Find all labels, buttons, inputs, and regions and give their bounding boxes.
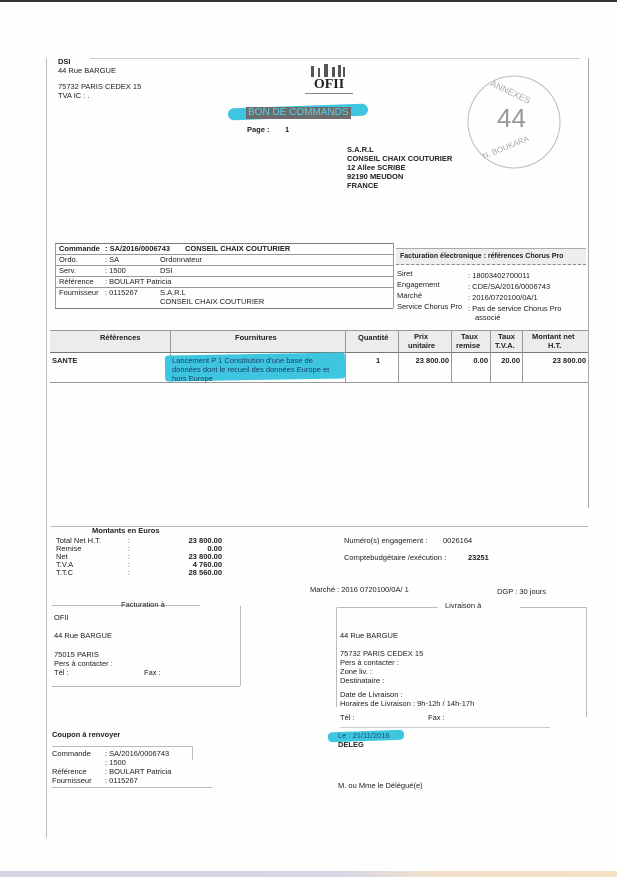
facturation-contact: Pers à contacter :: [54, 659, 113, 668]
col-quantite: Quantité: [358, 333, 389, 342]
recipient-line5: FRANCE: [347, 181, 379, 190]
livraison-horaires: Horaires de Livraison : 9h-12h / 14h-17h: [340, 699, 475, 708]
col-remise-2: remise: [456, 341, 481, 350]
facturation-bottom-line: [52, 686, 240, 687]
compte-label: Comptebudgétaire /exécution :: [344, 553, 447, 562]
livraison-bottom-line: [340, 727, 550, 728]
sender-line1: DSI: [58, 57, 71, 66]
col-montant-1: Montant net: [532, 332, 575, 341]
totals-value: 0.00: [207, 544, 222, 553]
coupon-right-line: [192, 746, 193, 760]
row-description-2: données dont le recueil des données Europe et: [172, 365, 330, 374]
chorus-service-value1: : Pas de service Chorus Pro: [468, 304, 562, 313]
totals-label: Net: [56, 552, 68, 561]
chorus-eng-label: Engagement: [397, 280, 440, 289]
page-label: Page :: [247, 125, 270, 134]
right-border: [588, 58, 589, 508]
order-ref-label: Référence: [59, 277, 94, 286]
coupon-top-line: [52, 746, 192, 747]
totals-sep: :: [128, 552, 131, 561]
livraison-right-line: [586, 607, 587, 717]
col-prix-1: Prix: [414, 332, 429, 341]
coupon-fourn-label: Fournisseur: [52, 776, 92, 785]
livraison-addr2: 75732 PARIS CEDEX 15: [340, 649, 424, 658]
order-fourn-value: : 0115267: [105, 288, 138, 297]
coupon-ref-value: : BOULART Patricia: [105, 767, 172, 776]
row-net-amount: 23 800.00: [552, 356, 586, 365]
totals-sep: :: [128, 560, 131, 569]
chorus-header: Facturation électronique : références Chorus Pro: [400, 253, 564, 260]
stamp-top-text: ANNEXES: [488, 78, 533, 106]
col-fournitures: Fournitures: [235, 333, 277, 342]
row-quantity: 1: [376, 356, 381, 365]
scan-top-edge: [0, 0, 617, 2]
order-divider: [55, 308, 393, 309]
signature-date: Le : 21/11/2016: [338, 731, 390, 740]
order-ordo-name: Ordonnateur: [160, 255, 203, 264]
livraison-tel: Tél :: [340, 713, 355, 722]
row-vat-rate: 20.00: [501, 356, 520, 365]
recipient-line4: 92190 MEUDON: [347, 172, 404, 181]
table-top-line: [50, 330, 588, 331]
order-serv-value: : 1500: [105, 266, 126, 275]
totals-value: 23 800.00: [188, 536, 222, 545]
signature-deleg: DELEG: [338, 740, 364, 749]
compte-value: 23251: [468, 553, 489, 562]
col-references: Références: [100, 333, 141, 342]
order-fourn-name2: CONSEIL CHAIX COUTURIER: [160, 297, 265, 306]
totals-label: Remise: [56, 544, 82, 553]
totals-title: Montants en Euros: [92, 526, 160, 535]
livraison-zone: Zone liv. :: [340, 667, 372, 676]
livraison-fax: Fax :: [428, 713, 445, 722]
order-serv-label: Serv.: [59, 266, 76, 275]
livraison-date: Date de Livraison :: [340, 690, 403, 699]
order-ref-value: : BOULART Patricia: [105, 277, 172, 286]
ofii-logo: OFII: [313, 77, 345, 92]
row-reference: SANTE: [52, 356, 78, 365]
chorus-siret-value: : 18003402700011: [468, 271, 531, 280]
facturation-tel: Tél :: [54, 668, 69, 677]
chorus-siret-label: Siret: [397, 269, 413, 278]
coupon-serv-value: : 1500: [105, 758, 126, 767]
order-ordo-label: Ordo.: [59, 255, 78, 264]
col-montant-2: H.T.: [548, 341, 562, 350]
sender-line4: TVA IC : .: [58, 91, 90, 100]
coupon-ref-label: Référence: [52, 767, 87, 776]
coupon-bottom-line: [52, 787, 212, 788]
table-col-divider: [451, 330, 452, 382]
livraison-dest: Destinataire :: [340, 676, 385, 685]
facturation-addr1: 44 Rue BARGUE: [54, 631, 112, 640]
totals-value: 23 800.00: [188, 552, 222, 561]
totals-sep: :: [128, 536, 131, 545]
order-ordo-value: : SA: [105, 255, 120, 264]
totals-sep: :: [128, 568, 131, 577]
coupon-title: Coupon à renvoyer: [52, 730, 121, 739]
facturation-title: Facturation à: [121, 600, 165, 609]
totals-sep: :: [128, 544, 131, 553]
col-remise-1: Taux: [461, 332, 478, 341]
order-left-line: [55, 243, 56, 308]
totals-value: 4 760.00: [192, 560, 222, 569]
order-commande-label: Commande: [59, 244, 100, 253]
table-col-divider: [398, 330, 399, 382]
stamp-bottom-text: N. BOUKARA: [481, 134, 531, 161]
recipient-line3: 12 Allee SCRIBE: [347, 163, 406, 172]
annexes-stamp: [465, 73, 563, 171]
table-col-divider: [490, 330, 491, 382]
engagement-label: Numéro(s) engagement :: [344, 536, 428, 545]
col-tva-2: T.V.A.: [495, 341, 515, 350]
recipient-line2: CONSEIL CHAIX COUTURIER: [347, 154, 453, 163]
signature-label: M. ou Mme le Délégué(e): [338, 781, 423, 790]
engagement-value: 0026164: [443, 536, 473, 545]
left-border: [46, 58, 47, 838]
dgp-text: DGP : 30 jours: [497, 587, 547, 596]
order-commande-value: : SA/2016/0006743: [105, 244, 171, 253]
stamp-number: 44: [497, 103, 526, 133]
chorus-eng-value: : CDE/SA/2016/0006743: [468, 282, 551, 291]
totals-label: T.T.C: [56, 568, 74, 577]
livraison-top-line: [520, 607, 586, 608]
chorus-marche-label: Marché: [397, 291, 423, 300]
coupon-fourn-value: : 0115267: [105, 776, 138, 785]
row-description-1: Lancement P 1 Constitution d'une base de: [172, 356, 313, 365]
marche-text: Marché : 2016 0720100/0A/ 1: [310, 585, 409, 594]
coupon-commande-value: : SA/2016/0006743: [105, 749, 170, 758]
table-row-line: [50, 382, 588, 383]
row-description-3: hors Europe: [172, 374, 213, 383]
livraison-addr1: 44 Rue BARGUE: [340, 631, 398, 640]
totals-label: T.V.A: [56, 560, 74, 569]
facturation-fax: Fax :: [144, 668, 161, 677]
facturation-right-line: [240, 606, 241, 686]
sender-line2: 44 Rue BARGUE: [58, 66, 116, 75]
table-col-divider: [522, 330, 523, 382]
row-discount-rate: 0.00: [473, 356, 488, 365]
facturation-name: OFII: [54, 613, 69, 622]
order-right-line: [393, 243, 394, 308]
page-number: 1: [285, 125, 290, 134]
document-title: BON DE COMMANDS: [248, 107, 349, 118]
coupon-commande-label: Commande: [52, 749, 91, 758]
row-unit-price: 23 800.00: [415, 356, 449, 365]
recipient-line1: S.A.R.L: [347, 145, 374, 154]
order-fourn-label: Fournisseur: [59, 288, 99, 297]
order-serv-name: DSI: [160, 266, 173, 275]
col-tva-1: Taux: [498, 332, 515, 341]
order-commande-name: CONSEIL CHAIX COUTURIER: [185, 244, 291, 253]
sender-line3: 75732 PARIS CEDEX 15: [58, 82, 142, 91]
totals-value: 28 560.00: [188, 568, 222, 577]
chorus-marche-value: : 2016/0720100/0A/1: [468, 293, 538, 302]
ofii-logo-figures-icon: [305, 64, 350, 78]
livraison-left-line: [336, 607, 337, 707]
logo-underline: [305, 93, 353, 94]
totals-label: Total Net H.T.: [56, 536, 102, 545]
chorus-service-value2: associé: [475, 313, 501, 322]
top-border: [90, 58, 580, 59]
livraison-top-line: [338, 607, 438, 608]
livraison-contact: Pers à contacter :: [340, 658, 399, 667]
scan-bottom-edge: [0, 871, 617, 877]
chorus-service-label: Service Chorus Pro: [397, 302, 463, 311]
col-prix-2: unitaire: [408, 341, 436, 350]
facturation-addr2: 75015 PARIS: [54, 650, 99, 659]
order-fourn-name1: S.A.R.L: [160, 288, 186, 297]
livraison-title: Livraison à: [445, 601, 482, 610]
